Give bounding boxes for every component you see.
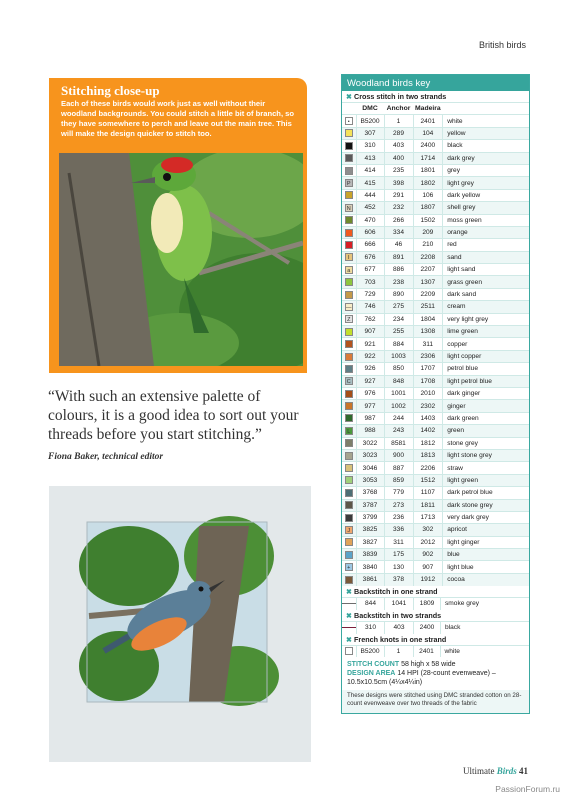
stitch-symbol-icon: [345, 142, 353, 150]
key-row: [342, 645, 529, 657]
thread-name: petrol blue: [443, 363, 529, 375]
thread-name: light grey: [443, 177, 529, 189]
key-row: [342, 524, 529, 536]
thread-anchor: 848: [384, 375, 413, 387]
thread-name: black: [441, 621, 530, 633]
stitch-count-label: STITCH COUNT: [347, 661, 400, 669]
stitch-symbol-icon: [345, 390, 353, 398]
stitch-symbol-icon: [345, 439, 353, 447]
key-row: [342, 449, 529, 461]
cross-stitch-table: [342, 102, 529, 586]
key-row: [342, 214, 529, 226]
thread-name: very light grey: [443, 313, 529, 325]
stitch-symbol-icon: C: [345, 377, 353, 385]
thread-name: dark green: [443, 412, 529, 424]
french-knots-table: [342, 645, 529, 658]
thread-dmc: 444: [356, 189, 384, 201]
stitch-symbol-icon: [345, 576, 353, 584]
thread-dmc: 729: [356, 288, 384, 300]
key-row: [342, 226, 529, 238]
thread-dmc: 310: [356, 140, 384, 152]
stitch-symbol-icon: [345, 464, 353, 472]
quote-author: Fiona Baker, technical editor: [48, 452, 164, 462]
backstitch-two-table: [342, 621, 529, 634]
thread-dmc: 922: [356, 350, 384, 362]
thread-name: dark yellow: [443, 189, 529, 201]
key-row: [342, 425, 529, 437]
thread-madeira: 1713: [413, 511, 443, 523]
thread-dmc: 414: [356, 164, 384, 176]
key-row: [342, 487, 529, 499]
thread-madeira: 1512: [413, 474, 443, 486]
thread-anchor: 46: [384, 239, 413, 251]
thread-madeira: 1714: [413, 152, 443, 164]
thread-anchor: 1003: [384, 350, 413, 362]
backstitch-line-icon: [342, 627, 356, 629]
thread-anchor: 890: [384, 288, 413, 300]
thread-anchor: 403: [384, 140, 413, 152]
thread-dmc: 703: [356, 276, 384, 288]
stitch-symbol-icon: [345, 340, 353, 348]
thread-anchor: 1001: [384, 387, 413, 399]
thread-name: light blue: [443, 561, 529, 573]
thread-dmc: 606: [356, 226, 384, 238]
backstitch-one-table: [342, 597, 529, 610]
stitch-symbol-icon: [345, 191, 353, 199]
thread-name: moss green: [443, 214, 529, 226]
thread-name: light ginger: [443, 536, 529, 548]
magazine-name-bold: Birds: [496, 766, 517, 776]
stitch-symbol-icon: [345, 365, 353, 373]
key-row: [342, 338, 529, 350]
thread-name: light petrol blue: [443, 375, 529, 387]
thread-anchor: 378: [384, 573, 413, 585]
thread-madeira: 1809: [414, 597, 441, 609]
stitch-symbol-icon: [345, 353, 353, 361]
thread-madeira: 1804: [413, 313, 443, 325]
thread-dmc: 3839: [356, 549, 384, 561]
thread-name: grey: [443, 164, 529, 176]
thread-madeira: 2206: [413, 462, 443, 474]
col-dmc: DMC: [356, 103, 384, 115]
thread-madeira: 104: [413, 127, 443, 139]
design-area-label: DESIGN AREA: [347, 670, 396, 678]
thread-madeira: 302: [413, 524, 443, 536]
thread-dmc: 3022: [356, 437, 384, 449]
thread-dmc: 927: [356, 375, 384, 387]
watermark: PassionForum.ru: [495, 784, 560, 794]
thread-name: dark stone grey: [443, 499, 529, 511]
thread-dmc: 310: [357, 621, 385, 633]
thread-anchor: 236: [384, 511, 413, 523]
stitch-symbol-icon: J: [345, 526, 353, 534]
stitch-symbol-icon: N: [345, 204, 353, 212]
thread-name: light sand: [443, 264, 529, 276]
thread-name: red: [443, 239, 529, 251]
key-row: [342, 251, 529, 263]
thread-dmc: 3825: [356, 524, 384, 536]
thread-madeira: 1707: [413, 363, 443, 375]
thread-dmc: 307: [356, 127, 384, 139]
thread-name: light copper: [443, 350, 529, 362]
key-row: [342, 115, 529, 127]
stitch-count: 58 high x 58 wide: [401, 661, 456, 669]
thread-name: dark sand: [443, 288, 529, 300]
thread-dmc: 762: [356, 313, 384, 325]
thread-dmc: 3827: [356, 536, 384, 548]
key-row: [342, 350, 529, 362]
col-anchor: Anchor: [384, 103, 413, 115]
thread-name: apricot: [443, 524, 529, 536]
thread-name: sand: [443, 251, 529, 263]
page-number: 41: [519, 766, 528, 776]
thread-dmc: 666: [356, 239, 384, 251]
thread-madeira: 106: [413, 189, 443, 201]
thread-madeira: 902: [413, 549, 443, 561]
thread-anchor: 887: [384, 462, 413, 474]
thread-anchor: 291: [384, 189, 413, 201]
french-knots-heading: ✖ French knots in one strand: [346, 634, 447, 644]
thread-name: straw: [443, 462, 529, 474]
stitch-symbol-icon: [345, 551, 353, 559]
thread-anchor: 232: [384, 202, 413, 214]
stitch-symbol-icon: L: [345, 427, 353, 435]
cross-icon: ✖: [346, 634, 353, 644]
thread-dmc: 470: [356, 214, 384, 226]
key-row: [342, 239, 529, 251]
thread-madeira: 2401: [413, 115, 443, 127]
thread-madeira: 209: [413, 226, 443, 238]
stitch-symbol-icon: [345, 514, 353, 522]
cross-icon: ✖: [346, 610, 353, 620]
thread-madeira: 1807: [413, 202, 443, 214]
thread-anchor: 244: [384, 412, 413, 424]
pull-quote: “With such an extensive palette of colours, it is a good idea to sort out your threads before you start stitching.”: [48, 388, 299, 443]
key-row: [342, 437, 529, 449]
col-madeira: Madeira: [413, 103, 443, 115]
thread-name: yellow: [443, 127, 529, 139]
key-row: [342, 621, 529, 633]
thread-anchor: 336: [384, 524, 413, 536]
thread-anchor: 400: [384, 152, 413, 164]
thread-name: cream: [443, 301, 529, 313]
key-row: [342, 177, 529, 189]
nuthatch-card-photo: [49, 486, 311, 762]
key-row: [342, 387, 529, 399]
thread-madeira: 1107: [413, 487, 443, 499]
thread-madeira: 1801: [413, 164, 443, 176]
thread-madeira: 1308: [413, 326, 443, 338]
page-footer: [463, 766, 528, 776]
stitch-symbol-icon: [345, 414, 353, 422]
stitch-symbol-icon: P: [345, 179, 353, 187]
thread-madeira: 2012: [413, 536, 443, 548]
thread-anchor: 289: [384, 127, 413, 139]
thread-madeira: 1811: [413, 499, 443, 511]
key-row: [342, 326, 529, 338]
thread-anchor: 235: [384, 164, 413, 176]
cross-icon: ✖: [346, 92, 353, 101]
stitch-symbol-icon: [345, 476, 353, 484]
thread-name: dark ginger: [443, 387, 529, 399]
thread-dmc: 976: [356, 387, 384, 399]
thread-dmc: 926: [356, 363, 384, 375]
thread-anchor: 850: [384, 363, 413, 375]
thread-dmc: 3861: [356, 573, 384, 585]
thread-anchor: 1: [384, 645, 413, 657]
thread-dmc: 987: [356, 412, 384, 424]
thread-anchor: 403: [385, 621, 414, 633]
thread-anchor: 1: [384, 115, 413, 127]
thread-name: light stone grey: [443, 449, 529, 461]
closeup-title: Stitching close-up: [61, 83, 160, 98]
thread-anchor: 266: [384, 214, 413, 226]
thread-anchor: 900: [384, 449, 413, 461]
thread-madeira: 1402: [413, 425, 443, 437]
thread-madeira: 2400: [413, 140, 443, 152]
thread-dmc: 3768: [356, 487, 384, 499]
thread-madeira: 2207: [413, 264, 443, 276]
key-row: [342, 189, 529, 201]
thread-name: shell grey: [443, 202, 529, 214]
thread-dmc: B5200: [356, 115, 384, 127]
thread-anchor: 275: [384, 301, 413, 313]
thread-anchor: 8581: [384, 437, 413, 449]
stitch-symbol-icon: [345, 154, 353, 162]
thread-dmc: 3787: [356, 499, 384, 511]
thread-anchor: 884: [384, 338, 413, 350]
thread-name: orange: [443, 226, 529, 238]
backstitch-one-heading: ✖ Backstitch in one strand: [346, 586, 438, 596]
thread-dmc: 988: [356, 425, 384, 437]
thread-madeira: 1802: [413, 177, 443, 189]
thread-anchor: 255: [384, 326, 413, 338]
stitch-symbol-icon: Z: [345, 315, 353, 323]
thread-name: dark grey: [443, 152, 529, 164]
thread-anchor: 243: [384, 425, 413, 437]
thread-name: ginger: [443, 400, 529, 412]
stitch-symbol-icon: [345, 402, 353, 410]
thread-key-panel: [341, 74, 530, 714]
key-row: [342, 462, 529, 474]
stitch-symbol-icon: [345, 278, 353, 286]
thread-dmc: 907: [356, 326, 384, 338]
key-row: [342, 561, 529, 573]
key-row: [342, 164, 529, 176]
thread-madeira: 2208: [413, 251, 443, 263]
thread-anchor: 238: [384, 276, 413, 288]
section-label: British birds: [478, 40, 526, 50]
stitch-symbol-icon: [345, 291, 353, 299]
thread-dmc: 3053: [356, 474, 384, 486]
thread-madeira: 1502: [413, 214, 443, 226]
stitch-symbol-icon: [345, 129, 353, 137]
cross-stitch-heading: ✖ Cross stitch in two strands: [346, 92, 447, 101]
thread-anchor: 398: [384, 177, 413, 189]
stitch-symbol-icon: [345, 328, 353, 336]
key-row: [342, 313, 529, 325]
key-row: [342, 412, 529, 424]
thread-name: dark petrol blue: [443, 487, 529, 499]
thread-name: very dark grey: [443, 511, 529, 523]
key-row: [342, 375, 529, 387]
thread-anchor: 886: [384, 264, 413, 276]
thread-anchor: 779: [384, 487, 413, 499]
thread-madeira: 2302: [413, 400, 443, 412]
thread-name: grass green: [443, 276, 529, 288]
key-row: [342, 549, 529, 561]
thread-dmc: 413: [356, 152, 384, 164]
key-row: [342, 140, 529, 152]
key-row: [342, 597, 529, 609]
thread-note: These designs were stitched using DMC stranded cotton on 28-count evenweave over two threads of the fabric: [342, 690, 529, 713]
thread-anchor: 891: [384, 251, 413, 263]
key-row: [342, 536, 529, 548]
design-area: 14 HPI (28-count evenweave) – 10.5x10.5cm (4¼x4¼in): [347, 670, 496, 687]
thread-anchor: 311: [384, 536, 413, 548]
thread-dmc: 746: [356, 301, 384, 313]
stitching-closeup-box: [49, 78, 307, 373]
thread-dmc: 3840: [356, 561, 384, 573]
key-row: [342, 400, 529, 412]
thread-madeira: 311: [413, 338, 443, 350]
stitch-symbol-icon: [345, 501, 353, 509]
key-row: [342, 499, 529, 511]
thread-dmc: 3046: [356, 462, 384, 474]
stitch-info: [342, 657, 529, 690]
thread-name: green: [443, 425, 529, 437]
thread-name: cocoa: [443, 573, 529, 585]
thread-name: light green: [443, 474, 529, 486]
thread-madeira: 2306: [413, 350, 443, 362]
thread-anchor: 1002: [384, 400, 413, 412]
thread-madeira: 2010: [413, 387, 443, 399]
cross-icon: ✖: [346, 586, 353, 596]
thread-anchor: 130: [384, 561, 413, 573]
thread-madeira: 2511: [413, 301, 443, 313]
thread-madeira: 1813: [413, 449, 443, 461]
woodpecker-illustration: [59, 153, 303, 366]
thread-anchor: 175: [384, 549, 413, 561]
backstitch-two-heading: ✖ Backstitch in two strands: [346, 610, 442, 620]
thread-dmc: 452: [356, 202, 384, 214]
stitch-symbol-icon: [345, 216, 353, 224]
thread-dmc: 415: [356, 177, 384, 189]
key-row: [342, 288, 529, 300]
thread-anchor: 334: [384, 226, 413, 238]
thread-dmc: B5200: [356, 645, 384, 657]
thread-madeira: 1307: [413, 276, 443, 288]
woodpecker-photo: [59, 153, 303, 366]
stitch-symbol-icon: +: [345, 563, 353, 571]
thread-madeira: 1912: [413, 573, 443, 585]
backstitch-line-icon: [342, 603, 356, 605]
thread-madeira: 2401: [413, 645, 440, 657]
key-row: [342, 264, 529, 276]
key-row: [342, 511, 529, 523]
stitch-symbol-icon: •: [345, 117, 353, 125]
thread-name: lime green: [443, 326, 529, 338]
stitch-symbol-icon: I: [345, 253, 353, 261]
closeup-body: Each of these birds would work just as well without their woodland backgrounds. You could stitch a little bit of branch, so they have somewhere to perch and leave out the main tree. This will make the design quicker to stitch too.: [61, 99, 295, 138]
thread-madeira: 2209: [413, 288, 443, 300]
french-knot-symbol-icon: [345, 647, 353, 655]
stitch-symbol-icon: [345, 538, 353, 546]
thread-madeira: 2400: [414, 621, 441, 633]
thread-madeira: 210: [413, 239, 443, 251]
stitch-symbol-icon: [345, 489, 353, 497]
stitch-symbol-icon: [345, 229, 353, 237]
key-title: Woodland birds key: [342, 75, 529, 91]
thread-anchor: 1041: [385, 597, 414, 609]
thread-anchor: 859: [384, 474, 413, 486]
thread-anchor: 273: [384, 499, 413, 511]
thread-dmc: 676: [356, 251, 384, 263]
key-row: [342, 127, 529, 139]
thread-madeira: 1708: [413, 375, 443, 387]
thread-madeira: 907: [413, 561, 443, 573]
key-row: [342, 301, 529, 313]
thread-name: black: [443, 140, 529, 152]
stitch-symbol-icon: [345, 241, 353, 249]
thread-name: stone grey: [443, 437, 529, 449]
key-row: [342, 363, 529, 375]
thread-dmc: 3799: [356, 511, 384, 523]
stitch-symbol-icon: a: [345, 266, 353, 274]
stitch-symbol-icon: [345, 167, 353, 175]
thread-name: white: [440, 645, 529, 657]
stitch-symbol-icon: [345, 452, 353, 460]
thread-name: copper: [443, 338, 529, 350]
thread-dmc: 977: [356, 400, 384, 412]
thread-dmc: 3023: [356, 449, 384, 461]
thread-name: blue: [443, 549, 529, 561]
key-row: [342, 276, 529, 288]
key-row: [342, 474, 529, 486]
thread-madeira: 1812: [413, 437, 443, 449]
key-row: [342, 202, 529, 214]
nuthatch-illustration: [49, 486, 311, 762]
thread-dmc: 677: [356, 264, 384, 276]
thread-dmc: 921: [356, 338, 384, 350]
thread-anchor: 234: [384, 313, 413, 325]
key-row: [342, 152, 529, 164]
thread-name: white: [443, 115, 529, 127]
thread-dmc: 844: [357, 597, 385, 609]
magazine-name: Ultimate: [462, 766, 495, 776]
thread-madeira: 1403: [413, 412, 443, 424]
thread-name: smoke grey: [441, 597, 530, 609]
stitch-symbol-icon: —: [346, 304, 352, 311]
key-row: [342, 573, 529, 585]
